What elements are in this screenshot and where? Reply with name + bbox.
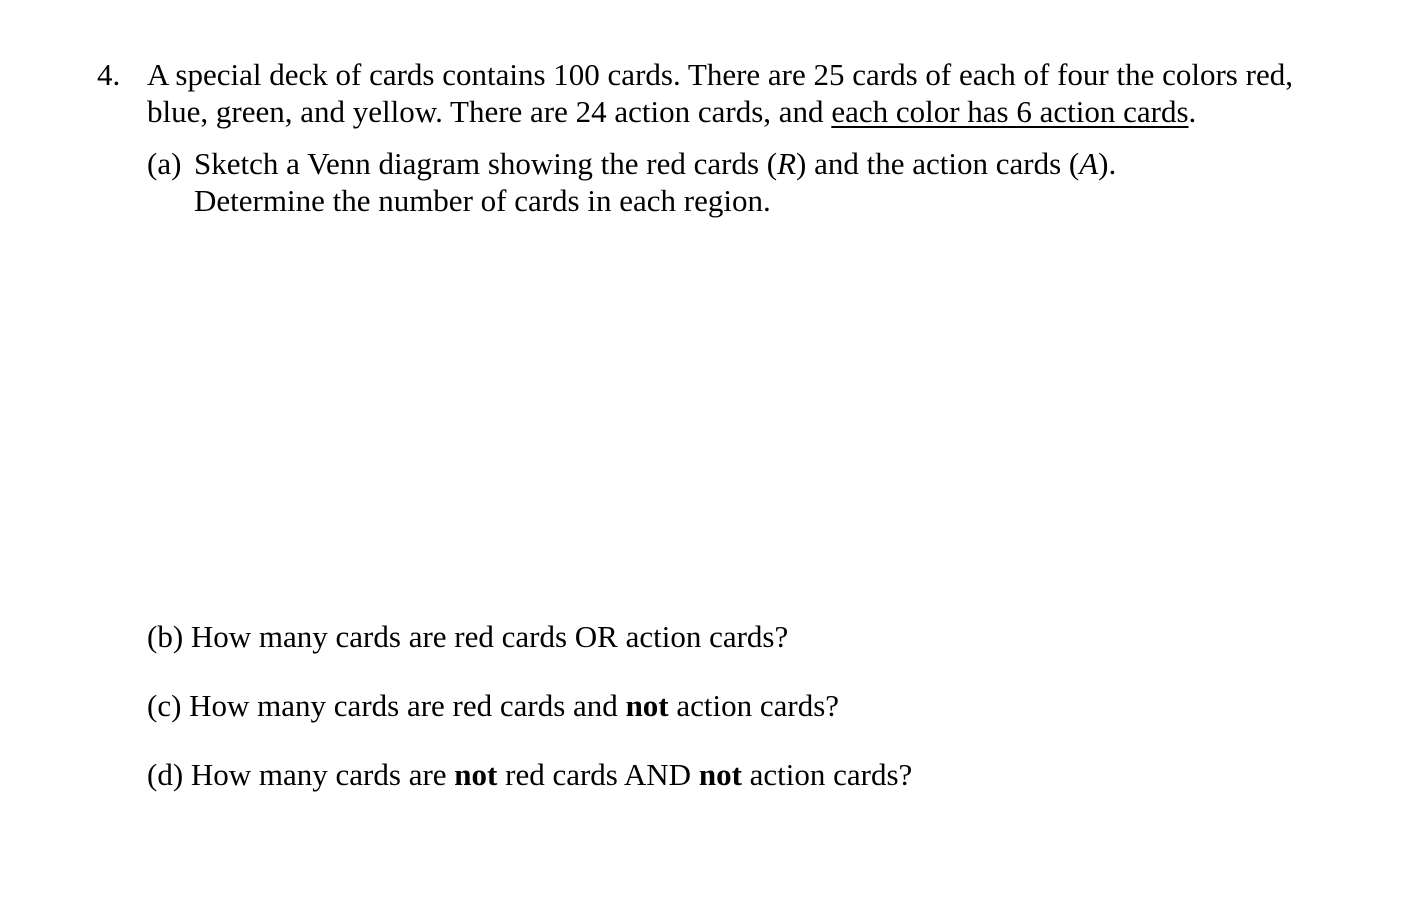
part-a-line-2: Determine the number of cards in each region. — [194, 183, 771, 218]
problem-number: 4. — [97, 57, 121, 92]
part-a-label: (a) — [147, 146, 182, 181]
part-d-question — [147, 757, 912, 793]
underlined-phrase: each color has 6 action cards — [831, 94, 1189, 129]
problem-line-2-text: blue, green, and yellow. There are 24 action cards, and — [147, 94, 832, 129]
part-d-bold-not-2: not — [698, 757, 742, 792]
set-r-symbol: R — [777, 146, 797, 181]
part-a-text-1: Sketch a Venn diagram showing the red cards ( — [194, 146, 778, 181]
problem-line-2-period: . — [1188, 94, 1197, 129]
part-c-text-1: (c) How many cards are red cards and — [147, 688, 626, 723]
part-c-bold-not: not — [625, 688, 669, 723]
set-a-symbol: A — [1079, 146, 1099, 181]
problem-statement-line-1: A special deck of cards contains 100 cards. There are 25 cards of each of four the colors red, — [147, 57, 1293, 92]
part-c-text-2: action cards? — [668, 688, 840, 723]
part-d-text-3: action cards? — [741, 757, 913, 792]
part-a-text-2: ) and the action cards ( — [796, 146, 1080, 181]
part-d-text-2: red cards AND — [497, 757, 699, 792]
problem-statement-line-2 — [147, 94, 1196, 130]
part-a-line-1 — [194, 146, 1116, 182]
part-b-question: (b) How many cards are red cards OR action cards? — [147, 619, 789, 654]
part-d-bold-not-1: not — [454, 757, 498, 792]
part-a-text-3: ). — [1098, 146, 1117, 181]
part-c-question — [147, 688, 839, 724]
part-d-text-1: (d) How many cards are — [147, 757, 455, 792]
